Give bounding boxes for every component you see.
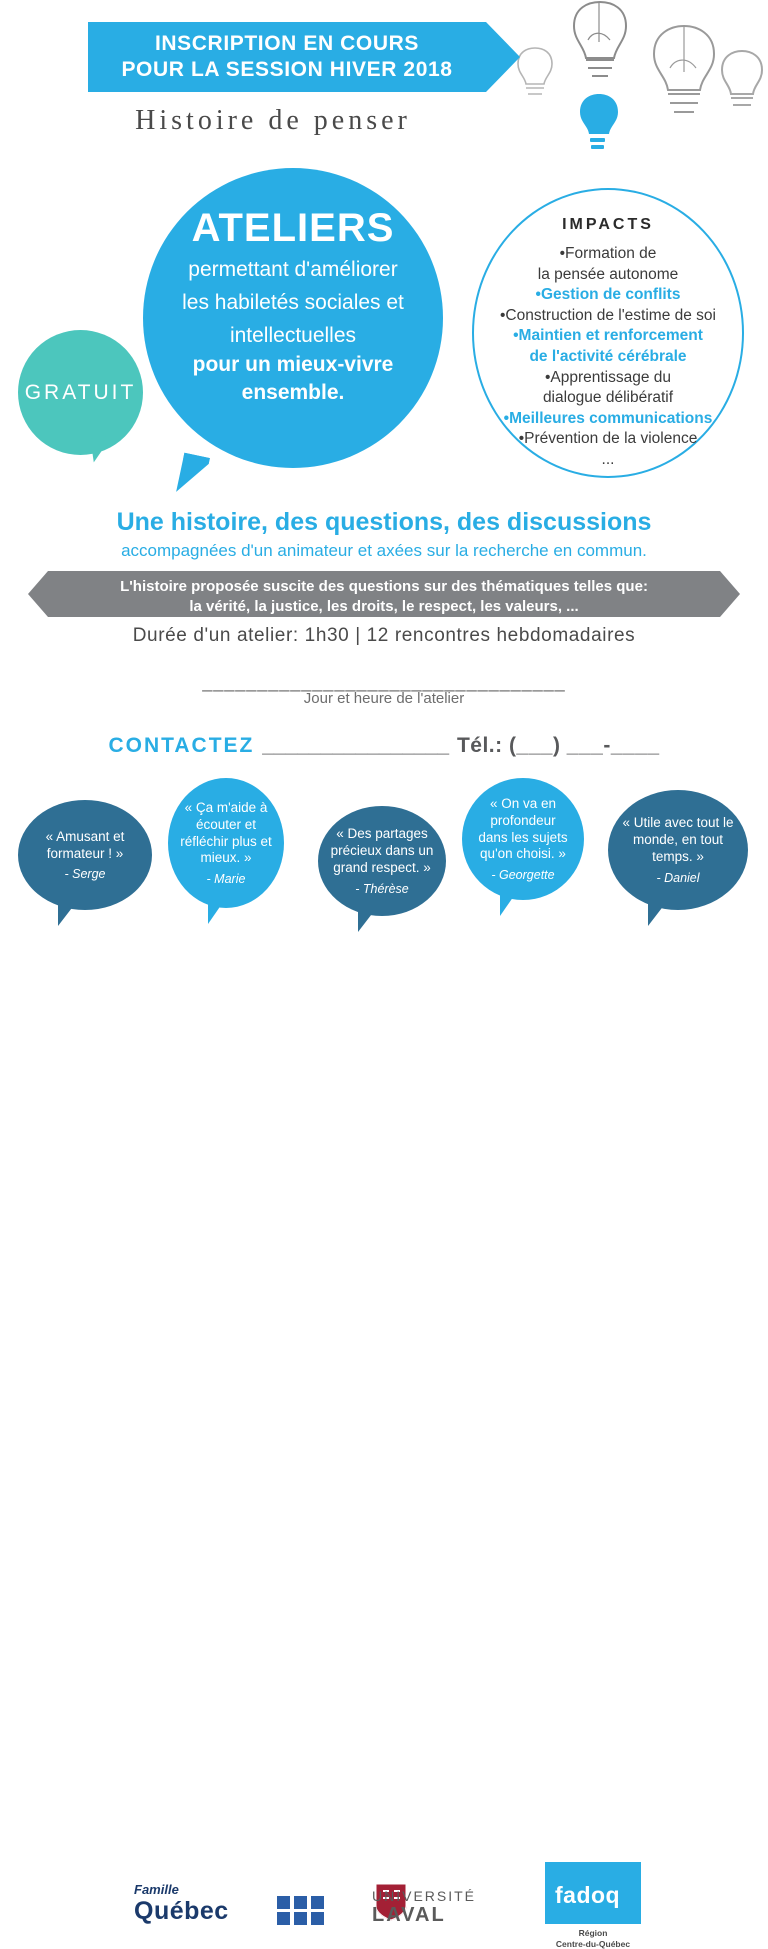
ateliers-heading: ATELIERS [191, 206, 395, 250]
testimonial-quote: « Ça m'aide à écouter et réfléchir plus et mieux. » [180, 799, 272, 866]
lightbulbs-illustration [478, 0, 768, 215]
ateliers-sub-2: les habiletés sociales et [182, 290, 404, 314]
logo-fadoq [545, 1862, 641, 1924]
impacts-item: •Apprentissage du [544, 368, 672, 386]
testimonial-bubble [168, 778, 284, 908]
testimonial-quote: « On va en profondeur dans les sujets qu'on choisi. » [478, 795, 568, 862]
jour-heure-blank: _________________________________ [202, 672, 566, 692]
testimonial-bubble [18, 800, 152, 910]
impacts-item: •Prévention de la violence [518, 430, 698, 448]
impacts-item: ... [601, 451, 615, 469]
contact-line [0, 734, 768, 758]
themes-ribbon [48, 571, 720, 617]
contact-phone-label: Tél.: (___) ___-____ [456, 734, 660, 757]
impacts-item: •Gestion de conflits [535, 286, 681, 304]
testimonial-author: - Marie [206, 872, 246, 887]
banner-line-1: INSCRIPTION EN COURS [154, 32, 420, 55]
testimonial-tail [358, 906, 378, 932]
quebec-fleurdelis-icon [277, 1896, 339, 1926]
impacts-item: •Formation de [559, 245, 657, 262]
ateliers-bubble [143, 168, 443, 468]
testimonial-author: - Thérèse [355, 881, 409, 896]
impacts-list [474, 244, 742, 471]
logo-laval-top: UNIVERSITÉ [372, 1888, 477, 1904]
ateliers-bubble-tail [176, 453, 210, 498]
ribbon-line-1: L'histoire proposée suscite des questions sur des thématiques telles que: [120, 578, 648, 595]
testimonial-quote: « Amusant et formateur ! » [45, 828, 125, 861]
impacts-bubble [472, 188, 744, 478]
testimonial-tail [58, 900, 78, 926]
logo-fadoq-word: fadoq [555, 1882, 621, 1908]
ateliers-sub-3: intellectuelles [229, 323, 357, 347]
testimonial-tail [208, 898, 226, 924]
testimonial-quote: « Utile avec tout le monde, en tout temps. » [622, 815, 734, 864]
impacts-item: •Construction de l'estime de soi [499, 306, 717, 324]
testimonial-author: - Serge [64, 867, 106, 882]
ateliers-strong-1: pour un mieux-vivre [192, 352, 394, 376]
testimonial-bubble [462, 778, 584, 900]
impacts-item: •Maintien et renforcement [513, 327, 703, 345]
sponsor-logos [0, 930, 768, 1949]
impacts-header: IMPACTS [562, 216, 654, 233]
testimonial-tail [500, 890, 518, 916]
testimonial-author: - Georgette [491, 868, 555, 883]
impacts-item: •Meilleures communications [503, 409, 713, 427]
mid-subheading: accompagnées d'un animateur et axées sur la recherche en commun. [121, 541, 647, 560]
page-title: Histoire de penser [135, 105, 411, 136]
ateliers-strong-2: ensemble. [241, 380, 345, 404]
jour-heure-label: Jour et heure de l'atelier [303, 690, 465, 707]
testimonial-author: - Daniel [656, 870, 700, 885]
contact-label: CONTACTEZ [108, 734, 255, 757]
top-banner [88, 22, 486, 92]
logo-famille-top: Famille [134, 1882, 179, 1897]
impacts-item: de l'activité cérébrale [529, 348, 687, 366]
ribbon-line-2: la vérité, la justice, les droits, le respect, les valeurs, ... [189, 598, 579, 616]
contact-name-blank: ________________ [262, 734, 450, 757]
testimonial-tail [648, 900, 668, 926]
logo-universite-laval [372, 1888, 552, 1927]
testimonial-quote: « Des partages précieux dans un grand respect. » [330, 826, 434, 875]
impacts-item: la pensée autonome [537, 265, 679, 283]
testimonial-bubble [318, 806, 446, 916]
ateliers-sub-1: permettant d'améliorer [188, 258, 398, 281]
banner-line-2: POUR LA SESSION HIVER 2018 [121, 58, 453, 82]
logo-fadoq-region-1: Région [578, 1928, 608, 1938]
logo-fadoq-region [545, 1928, 641, 1949]
mid-heading: Une histoire, des questions, des discussions [116, 508, 652, 536]
impacts-item: dialogue délibératif [542, 389, 674, 407]
gratuit-badge [18, 330, 143, 455]
testimonial-bubble [608, 790, 748, 910]
logo-famille-bottom: Québec [134, 1897, 229, 1925]
logo-fadoq-region-2: Centre-du-Québec [555, 1938, 631, 1949]
gratuit-badge-tail [90, 436, 115, 463]
logo-laval-bottom: LAVAL [372, 1904, 446, 1926]
duration-text: Durée d'un atelier: 1h30 | 12 rencontres hebdomadaires [132, 625, 636, 646]
gratuit-label: GRATUIT [24, 380, 137, 404]
